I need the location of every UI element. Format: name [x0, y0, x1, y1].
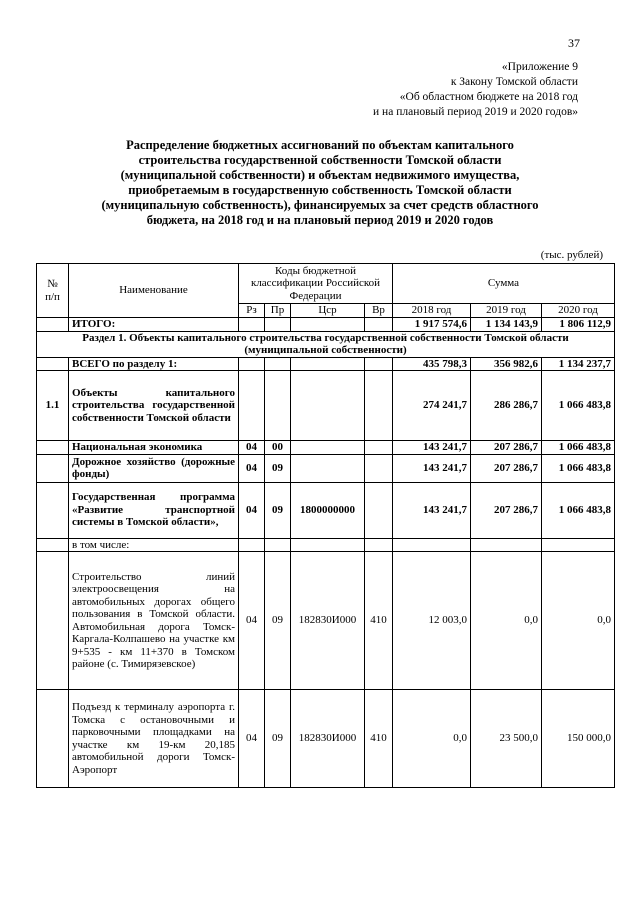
header-csr: Цср [291, 304, 365, 318]
cell-csr [291, 357, 365, 371]
cell-csr: 182830И000 [291, 690, 365, 788]
cell-num [37, 538, 69, 552]
cell-pr [265, 357, 291, 371]
title-line: Распределение бюджетных ассигнований по объектам капитального [126, 138, 514, 152]
total-vr [365, 318, 393, 332]
header-pr: Пр [265, 304, 291, 318]
cell-name: ВСЕГО по разделу 1: [69, 357, 239, 371]
cell-num [37, 552, 69, 690]
cell-2018: 143 241,7 [393, 441, 471, 455]
table-row [37, 371, 615, 441]
cell-csr [291, 441, 365, 455]
title-line: приобретаемым в государственную собственность Томской области [128, 183, 512, 197]
total-rz [239, 318, 265, 332]
header-sum: Сумма [393, 264, 615, 304]
section-row [37, 331, 615, 357]
cell-rz [239, 538, 265, 552]
header-2020: 2020 год [542, 304, 615, 318]
total-2018: 1 917 574,6 [393, 318, 471, 332]
header-vr: Вр [365, 304, 393, 318]
total-2020: 1 806 112,9 [542, 318, 615, 332]
cell-rz: 04 [239, 482, 265, 538]
cell-pr: 00 [265, 441, 291, 455]
title-line: строительства государственной собственности Томской области [138, 153, 502, 167]
cell-vr [365, 441, 393, 455]
cell-2018: 274 241,7 [393, 371, 471, 441]
cell-2019: 356 982,6 [471, 357, 542, 371]
cell-num [37, 441, 69, 455]
page-number: 37 [568, 36, 580, 50]
cell-name: Подъезд к терминалу аэропорта г. Томска с остановочными и парковочными площадками на участке км 19-км 20,185 автомобильной дороги Томск-Аэропорт [69, 690, 239, 788]
table-row [37, 441, 615, 455]
cell-csr: 182830И000 [291, 552, 365, 690]
cell-pr: 09 [265, 690, 291, 788]
title-line: (муниципальную собственность), финансируемых за счет средств областного [101, 198, 539, 212]
table-row [37, 690, 615, 788]
appendix-line: «Приложение 9 [501, 61, 578, 73]
title-line: (муниципальной собственности) и объектам недвижимого имущества, [120, 168, 520, 182]
cell-num [37, 690, 69, 788]
total-pr [265, 318, 291, 332]
cell-pr: 09 [265, 482, 291, 538]
title-line: бюджета, на 2018 год и на плановый период 2019 и 2020 годов [146, 213, 494, 227]
cell-csr: 1800000000 [291, 482, 365, 538]
cell-num [37, 357, 69, 371]
cell-num: 1.1 [37, 371, 69, 441]
cell-rz: 04 [239, 552, 265, 690]
cell-csr [291, 454, 365, 482]
cell-2018: 435 798,3 [393, 357, 471, 371]
cell-2018: 0,0 [393, 690, 471, 788]
cell-2019: 0,0 [471, 552, 542, 690]
cell-vr [365, 482, 393, 538]
cell-pr: 09 [265, 552, 291, 690]
cell-2019: 23 500,0 [471, 690, 542, 788]
cell-2019: 207 286,7 [471, 482, 542, 538]
cell-csr [291, 538, 365, 552]
units-label: (тыс. рублей) [540, 249, 603, 261]
cell-name: Объекты капитального строительства государственной собственности Томской области [69, 371, 239, 441]
cell-vr: 410 [365, 552, 393, 690]
header-2019: 2019 год [471, 304, 542, 318]
cell-2020 [542, 538, 615, 552]
table-row [37, 482, 615, 538]
appendix-line: «Об областном бюджете на 2018 год [399, 91, 578, 103]
cell-2020: 1 066 483,8 [542, 441, 615, 455]
cell-2019: 207 286,7 [471, 441, 542, 455]
cell-vr: 410 [365, 690, 393, 788]
cell-rz: 04 [239, 441, 265, 455]
cell-2018: 143 241,7 [393, 482, 471, 538]
cell-rz [239, 371, 265, 441]
cell-name: Государственная программа «Развитие транспортной системы в Томской области», [69, 482, 239, 538]
cell-2020: 1 066 483,8 [542, 454, 615, 482]
cell-vr [365, 357, 393, 371]
cell-pr [265, 371, 291, 441]
cell-vr [365, 454, 393, 482]
header-codes: Коды бюджетной классификации Российской Федерации [239, 264, 393, 304]
cell-csr [291, 371, 365, 441]
cell-2018: 12 003,0 [393, 552, 471, 690]
cell-name: Национальная экономика [69, 441, 239, 455]
cell-rz: 04 [239, 690, 265, 788]
cell-name: в том числе: [69, 538, 239, 552]
cell-2020: 0,0 [542, 552, 615, 690]
cell-2020: 1 066 483,8 [542, 371, 615, 441]
cell-vr [365, 538, 393, 552]
header-num: № п/п [37, 264, 69, 318]
cell-2019: 207 286,7 [471, 454, 542, 482]
cell-rz [239, 357, 265, 371]
cell-vr [365, 371, 393, 441]
total-csr [291, 318, 365, 332]
table-row [37, 454, 615, 482]
cell-num [37, 482, 69, 538]
table-row [37, 552, 615, 690]
cell-num [37, 454, 69, 482]
header-rz: Рз [239, 304, 265, 318]
cell-2020: 1 134 237,7 [542, 357, 615, 371]
cell-pr [265, 538, 291, 552]
cell-pr: 09 [265, 454, 291, 482]
header-row [37, 264, 615, 304]
cell-rz: 04 [239, 454, 265, 482]
total-label: ИТОГО: [69, 318, 239, 332]
section-title: Раздел 1. Объекты капитального строительства государственной собственности Томской области (муниципальной собственности) [37, 331, 615, 357]
cell-2019: 286 286,7 [471, 371, 542, 441]
appendix-line: к Закону Томской области [450, 76, 578, 88]
appendix-header [373, 60, 578, 120]
total-num [37, 318, 69, 332]
cell-2020: 1 066 483,8 [542, 482, 615, 538]
cell-name: Дорожное хозяйство (дорожные фонды) [69, 454, 239, 482]
table-row [37, 357, 615, 371]
cell-2018 [393, 538, 471, 552]
cell-name: Строительство линий электроосвещения на автомобильных дорогах общего пользования в Томской области. Автомобильная дорога Томск-Каргала-Колпашево на участке км 9+535 - км 11+370 в Томском районе (с. Тимирязевское) [69, 552, 239, 690]
cell-2018: 143 241,7 [393, 454, 471, 482]
header-2018: 2018 год [393, 304, 471, 318]
cell-2020: 150 000,0 [542, 690, 615, 788]
total-row [37, 318, 615, 332]
budget-table [36, 263, 615, 788]
header-name: Наименование [69, 264, 239, 318]
document-title [70, 138, 570, 228]
total-2019: 1 134 143,9 [471, 318, 542, 332]
cell-2019 [471, 538, 542, 552]
table-row [37, 538, 615, 552]
appendix-line: и на плановый период 2019 и 2020 годов» [373, 106, 578, 118]
